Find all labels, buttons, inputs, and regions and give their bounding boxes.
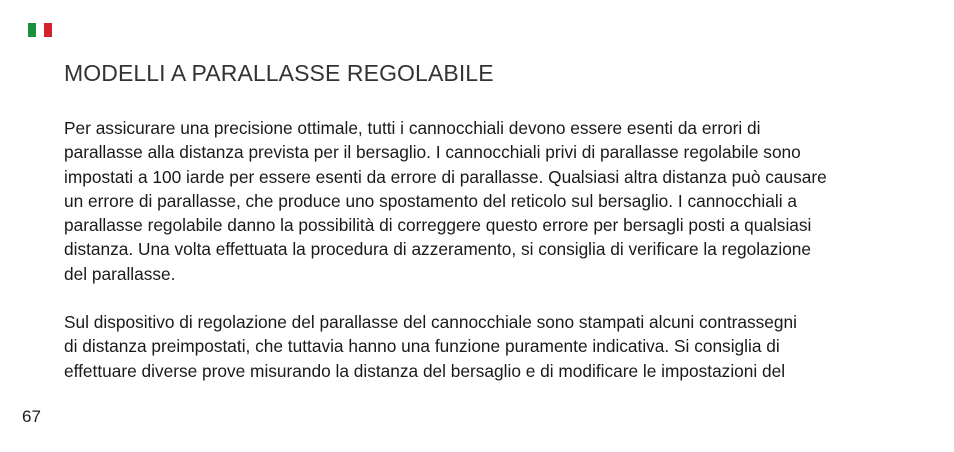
page-number: 67 <box>22 407 41 426</box>
section-heading: MODELLI A PARALLASSE REGOLABILE <box>64 60 494 86</box>
paragraph-parallax-markings: Sul dispositivo di regolazione del parallasse del cannocchiale sono stampati alcuni contrassegni di distanza preimpostati, che tuttavia hanno una funzione puramente indicativa. Si consiglia di effettuare diverse prove misurando la distanza del bersaglio e di modificare le impostazioni del <box>64 312 797 381</box>
flag-stripe-green <box>28 23 36 37</box>
body-text <box>64 116 894 407</box>
flag-stripe-white <box>36 23 44 37</box>
paragraph-parallax-intro: Per assicurare una precisione ottimale, tutti i cannocchiali devono essere esenti da errori di parallasse alla distanza prevista per il bersaglio. I cannocchiali privi di parallasse regolabile sono impostati a 100 iarde per essere esenti da errore di parallasse. Qualsiasi altra distanza può causare un errore di parallasse, che produce uno spostamento del reticolo sul bersaglio. I cannocchiali a parallasse regolabile danno la possibilità di correggere questo errore per bersagli posti a qualsiasi distanza. Una volta effettuata la procedura di azzeramento, si consiglia di verificare la regolazione del parallasse. <box>64 118 827 284</box>
flag-stripe-red <box>44 23 52 37</box>
italian-flag-icon <box>28 23 52 37</box>
